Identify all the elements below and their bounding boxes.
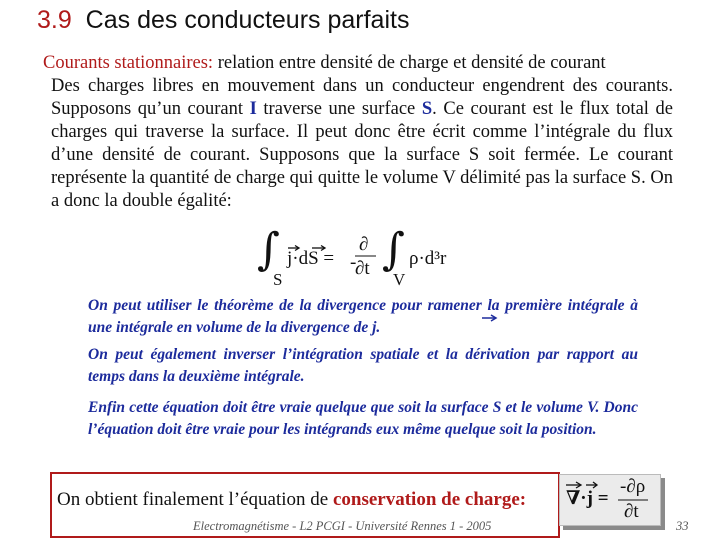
eq2-lhs: ∇·j = [566, 488, 609, 509]
intro-body-1: Des charges libres en mouvement dans un conducteur engendrent des courants. Supposons qu’un courant [51, 76, 673, 119]
conclusion-keyword: conservation de charge: [332, 489, 527, 510]
intro-paragraph [43, 52, 673, 213]
note-swap-integration: On peut également inverser l’intégration spatiale et la dérivation par rapport au temps dans la deuxième intégrale. [88, 346, 638, 385]
title-text: Cas des conducteurs parfaits [85, 6, 410, 34]
volume-subscript: V [393, 270, 406, 289]
eq1-partial-bottom: ∂t [355, 258, 370, 279]
surface-symbol: S [421, 99, 433, 119]
section-number: 3.9 [37, 6, 72, 34]
eq1-partial-top: ∂ [359, 234, 369, 255]
equation-continuity [559, 474, 661, 526]
intro-lead: Courants stationnaires: [43, 53, 214, 73]
eq1-lhs: j·dS = [287, 248, 335, 269]
footer-text: Electromagnétisme - L2 PCGI - Université Rennes 1 - 2005 [193, 519, 492, 533]
eq2-numerator: -∂ρ [620, 476, 646, 497]
conclusion-text [57, 489, 526, 511]
equation-conservation-integral [255, 224, 475, 292]
slide-title [37, 6, 409, 35]
eq1-minus: - [350, 252, 357, 273]
note-divergence-theorem: On peut utiliser le théorème de la divergence pour ramener la première intégrale à une intégrale en volume de la divergence de j. [88, 297, 638, 336]
intro-body-2: traverse une surface [256, 99, 422, 119]
intro-body [43, 75, 673, 213]
volume-integral-sign: ∫ [382, 224, 405, 275]
eq1-rhs: ρ·d³r [409, 248, 447, 269]
surface-subscript: S [273, 270, 283, 289]
eq2-denominator: ∂t [624, 501, 639, 522]
intro-lead-rest: relation entre densité de charge et densité de courant [213, 53, 606, 73]
page-number: 33 [676, 519, 689, 533]
surface-integral-sign: ∫ [257, 224, 280, 275]
note-integrands: Enfin cette équation doit être vraie quelque que soit la surface S et le volume V. Donc l’équation doit être vraie pour les intégrands eux même quelque soit la position. [88, 399, 638, 438]
current-symbol: I [249, 99, 257, 119]
intro-body-3: . Ce courant est le flux total de charges qui traverse la surface. Il peut donc être écrit comme l’intégrale du flux d’une densité de courant. Supposons que la surface S soit fermée. Le courant représente la quantité de charge qui quitte le volume V délimité pas la surface S. On a donc la double égalité: [51, 99, 673, 211]
conclusion-lead: On obtient finalement l’équation de [57, 489, 333, 510]
